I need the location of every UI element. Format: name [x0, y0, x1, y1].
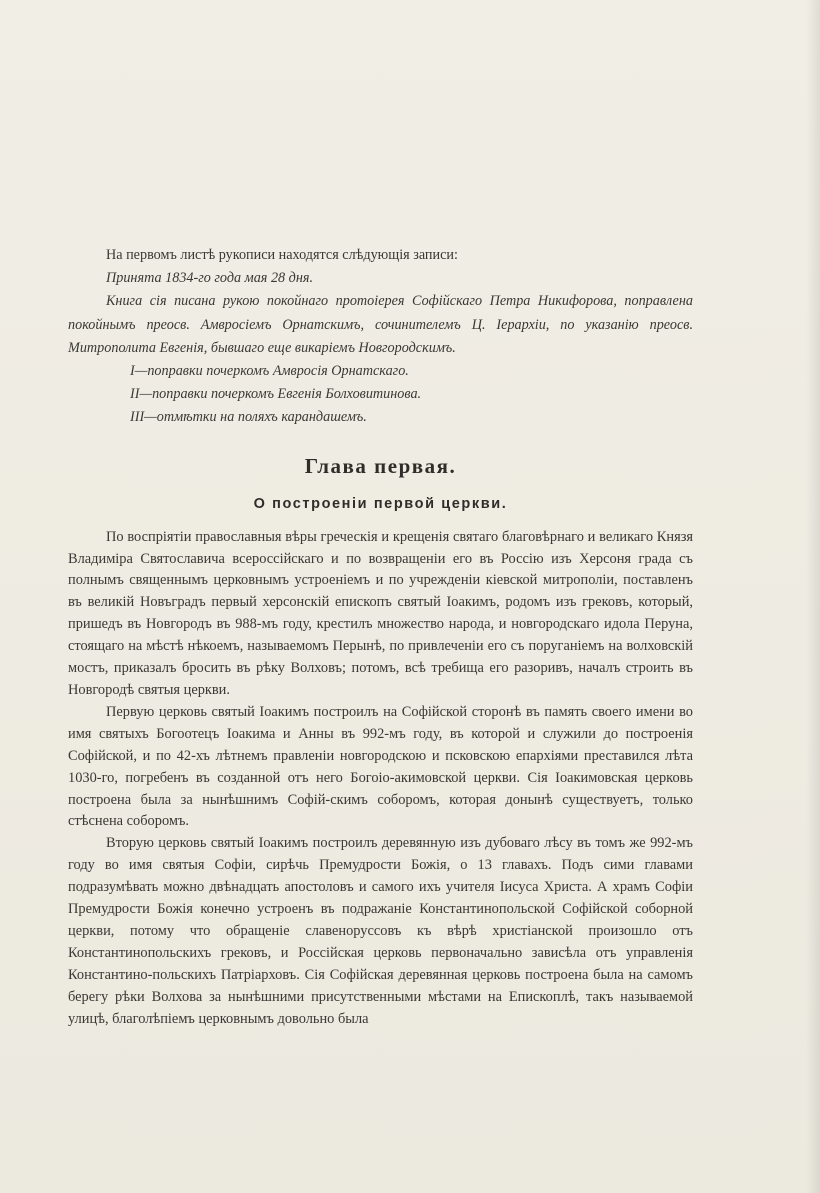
page-content — [68, 244, 693, 1030]
notes-lead: На первомъ листѣ рукописи находятся слѣдующія записи: — [106, 247, 458, 263]
page-edge-shadow — [806, 0, 820, 1193]
chapter-body — [68, 527, 693, 1031]
notes-revision-2: II—поправки почеркомъ Евгенія Болховитинова. — [130, 386, 422, 403]
chapter-title: Глава первая. — [304, 453, 457, 478]
paragraph-1: По воспріятіи православныя вѣры греческія и крещенія святаго благовѣрнаго и великаго Князя Владиміра Святославича всероссійскаго и по возвращеніи его въ Россію изъ Херсоня града съ полнымъ священнымъ церковнымъ устроеніемъ и по учрежденіи кіевской митрополіи, поставленъ въ великій Новъградъ первый херсонскій епископъ святый Іоакимъ, родомъ изъ грековъ, который, пришедъ въ Новгородъ въ 988-мъ году, крестилъ множество народа, и новгородскаго идола Перуна, стоящаго на мѣстѣ нѣкоемъ, называемомъ Перынѣ, по привлеченіи его съ поруганіемъ на волховскій мостъ, приказалъ бросить въ рѣку Волховъ; потомъ, всѣ требища его разоривъ, началъ строить въ Новгородѣ святыя церкви. — [68, 528, 693, 698]
manuscript-notes — [68, 244, 693, 430]
notes-provenance: Книга сія писана рукою покойнаго протоіерея Софійскаго Петра Никифорова, поправлена покойнымъ преосв. Амвросіемъ Орнатскимъ, сочинителемъ Ц. Іерархіи, по указанію преосв. Митрополита Евгенія, бывшаго еще викаріемъ Новгородскимъ. — [68, 293, 693, 356]
paragraph-3: Вторую церковь святый Іоакимъ построилъ деревянную изъ дубоваго лѣсу въ томъ же 992-мъ году во имя святыя Софіи, сирѣчь Премудрости Божія, о 13 главахъ. Подъ сими главами подразумѣвать можно двѣнадцать апостоловъ и самого ихъ учителя Іисуса Христа. А храмъ Софіи Премудрости Божія конечно устроенъ въ подражаніе Константинопольской Софійской соборной церкви, потому что обращеніе славеноруссовъ къ вѣрѣ христіанской произошло отъ Константинопольскихъ грековъ, и Россійская церковь первоначально зависѣла отъ управленія Константино-польскихъ Патріарховъ. Сія Софійская деревянная церковь построена была на самомъ берегу рѣки Волхова за нынѣшними присутственными мѣстами на Епископлѣ, такъ называемой улицѣ, благолѣпіемъ церковнымъ довольно была — [68, 835, 693, 1027]
paragraph-2: Первую церковь святый Іоакимъ построилъ на Софійской сторонѣ въ память своего имени во имя святыхъ Богоотецъ Іоакима и Анны въ 992-мъ году, въ которой и служили до построенія Софійской, и по 42-хъ лѣтнемъ правленіи новгородскою и псковскою епархіями преставился лѣта 1030-го, погребенъ въ созданной отъ него Богоіо-акимовской церкви. Сія Іоакимовская церковь построена была за нынѣшнимъ Софій-скимъ соборомъ, которая донынѣ существуетъ, только стѣснена соборомъ. — [68, 703, 693, 830]
notes-accepted: Принята 1834-го года мая 28 дня. — [106, 270, 314, 287]
chapter-subtitle: О построеніи первой церкви. — [253, 495, 508, 512]
notes-revision-3: III—отмѣтки на поляхъ карандашемъ. — [130, 409, 367, 426]
notes-revision-1: I—поправки почеркомъ Амвросія Орнатскаго. — [130, 363, 409, 380]
